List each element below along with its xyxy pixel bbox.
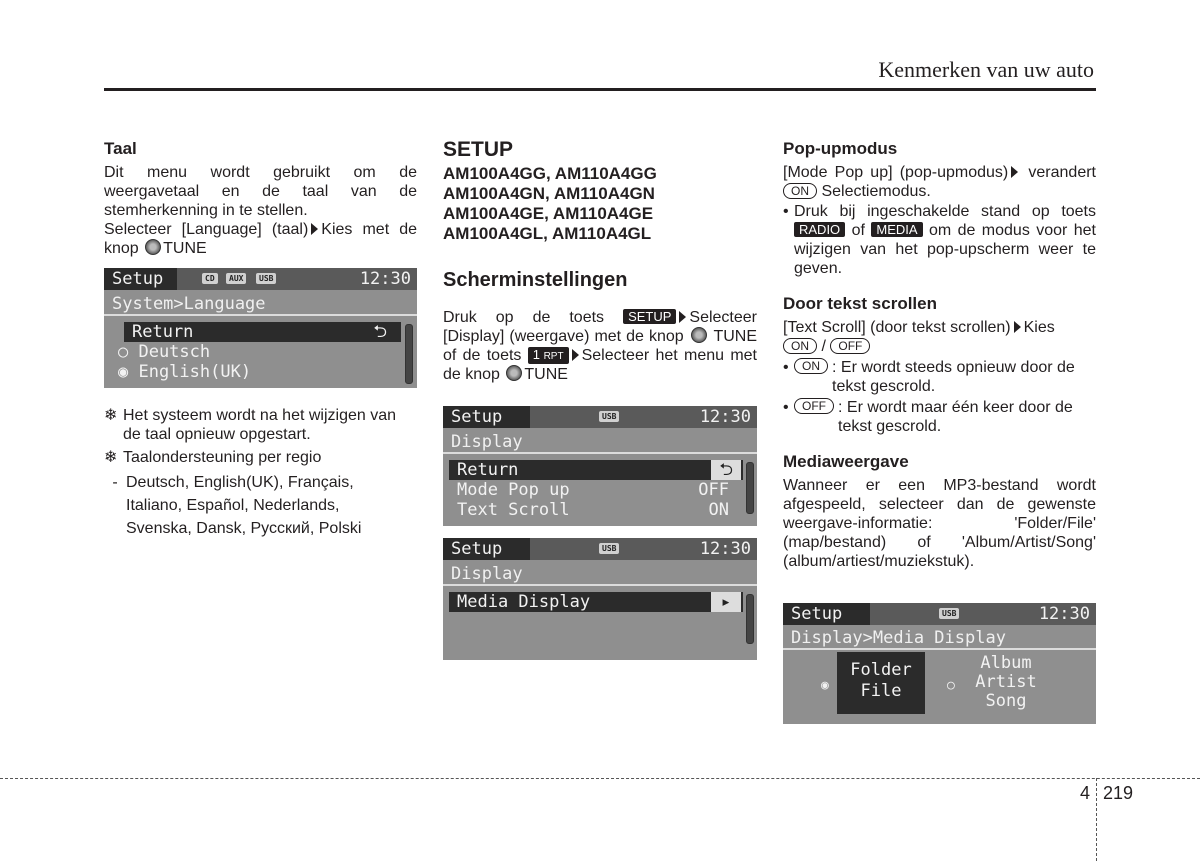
display-screen-language [104,268,417,388]
radio-key: RADIO [794,222,845,237]
screen-clock: 12:30 [699,539,751,559]
column-language [104,138,417,258]
section-heading-scherm: Scherminstellingen [443,269,628,291]
screen-tab: Setup [783,603,870,625]
note-icon: ❄ [104,449,118,466]
section-heading-popup: Pop-upmodus [783,139,898,158]
column-popup: Pop-upmodus [Mode Pop up] (pop-upmodus) verandert ON Selectiemodus. • Druk bij ingeschakelde stand op toets RADIO of MEDIA om de modus voor het wijzigen van het pop-upscherm weer te geven. Door tekst scrollen [Text Scroll] (door tekst scrollen) Kies ON / OFF • ON : Er wordt steeds opnieuw door de tekst gescrold. • OFF : Er wordt maar één keer door de tekst gescrold. Mediaweergave Wanneer er een MP3-bestand wordt afgespeeld, selecteer dan de gewenste weergave-informatie: 'Folder/File' (map/bestand) of 'Album/Artist/Song' (album/artiest/muziekstuk). [783,139,1097,570]
paragraph: Dit menu wordt gebruikt om de weergavetaal en de taal van de stemherkenning in te stellen. [104,164,417,219]
screen-clock: 12:30 [359,269,411,289]
arrow-right-icon [311,223,318,235]
screen-scrollbar [746,462,754,514]
header-rule [104,88,1096,91]
off-button-icon: OFF [794,398,834,414]
media-key: MEDIA [871,222,922,237]
footer-divider [1096,778,1097,861]
off-button-icon: OFF [830,338,870,354]
paragraph: Wanneer er een MP3-bestand wordt afgespeeld, selecteer dan de gewenste weergave-informatie: 'Folder/File' (map/bestand) of 'Album/Artist/Song' (album/artiest/muziekstuk). [783,477,1096,570]
model-list: AM100A4GG, AM110A4GG AM100A4GN, AM110A4GN AM100A4GE, AM110A4GE AM100A4GL, AM110A4GL [443,164,657,243]
section-heading-scroll: Door tekst scrollen [783,294,937,313]
screen-tab: Setup [443,406,530,428]
screen-clock: 12:30 [1038,604,1090,624]
paragraph: Druk bij ingeschakelde stand op toets RADIO of MEDIA om de modus voor het wijzigen van het pop-upscherm weer te geven. [794,203,1097,277]
note-icon: ❄ [104,407,118,424]
tune-knob-icon [506,365,522,381]
usb-badge: USB [256,273,276,284]
display-screen-media-display [783,603,1096,724]
language-list: - Deutsch, English(UK), Français, Italiano, Español, Nederlands, Svenska, Dansk, Русский, Polski [112,474,362,537]
arrow-right-icon [1014,321,1021,333]
option-folder-file: Folder File [837,652,925,714]
usb-badge: USB [939,608,959,619]
chapter-number: 4 [1080,783,1091,803]
screen-row-english: ◉ English(UK) [118,362,252,382]
screen-clock: 12:30 [699,407,751,427]
cd-badge: CD [202,273,218,284]
arrow-right-icon [679,311,686,323]
section-heading-taal: Taal [104,139,137,158]
arrow-right-icon [1011,166,1018,178]
section-heading-media: Mediaweergave [783,452,909,471]
section-heading-setup: SETUP [443,138,514,161]
paragraph: [Mode Pop up] (pop-upmodus) verandert ON Selectiemodus. [783,164,1096,200]
usb-badge: USB [599,411,619,422]
arrow-right-icon [572,349,579,361]
radio-unselected-icon: ○ [947,678,955,693]
rpt-key: 1 RPT [528,347,569,364]
on-button-icon: ON [794,358,828,374]
radio-selected-icon: ◉ [821,678,829,693]
screen-row-return: Return ⮌ [124,322,401,342]
aux-badge: AUX [226,273,246,284]
screen-row-return: Return ⮌ [449,460,743,480]
screen-row-media-display: Media Display ▸ [449,592,743,612]
display-screen-display [443,406,757,526]
screen-scrollbar [405,324,413,384]
column-setup [443,138,757,384]
page-number: 219 [1103,783,1134,803]
display-screen-media [443,538,757,660]
setup-key: SETUP [623,309,676,324]
footer-rule [0,778,1200,779]
usb-badge: USB [599,543,619,554]
screen-row-mode-pop-up: Mode Pop up OFF [457,480,729,500]
screen-row-text-scroll: Text Scroll ON [457,500,729,520]
screen-row-deutsch: ○ Deutsch [118,342,211,362]
screen-tab: Setup [443,538,530,560]
on-button-icon: ON [783,183,817,199]
page-header-title: Kenmerken van uw auto [878,57,1094,82]
paragraph: [Text Scroll] (door tekst scrollen) Kies ON / OFF [783,319,1055,355]
column-language-notes: ❄ Het systeem wordt na het wijzigen van de taal opnieuw opgestart. ❄ Taalondersteuning per regio - Deutsch, English(UK), Français, Italiano, Español, Nederlands, Svenska, Dansk, Русский, Polski [104,402,417,540]
screen-path: Display>Media Display [783,628,1096,650]
screen-tab: Setup [104,268,177,290]
option-album-artist-song: Album Artist Song [975,653,1037,711]
screen-path: System>Language [104,294,417,316]
tune-knob-icon [691,327,707,343]
paragraph: Druk op de toets SETUP Selecteer [Display] (weergave) met de knop TUNE of de toets 1 RPT Selecteer het menu met de knop TUNE [443,309,758,383]
screen-path: Display [443,564,757,586]
on-button-icon: ON [783,338,817,354]
paragraph: Selecteer [Language] (taal) Kies met de knop TUNE [104,221,417,257]
tune-knob-icon [145,239,161,255]
screen-path: Display [443,432,757,454]
screen-scrollbar [746,594,754,644]
